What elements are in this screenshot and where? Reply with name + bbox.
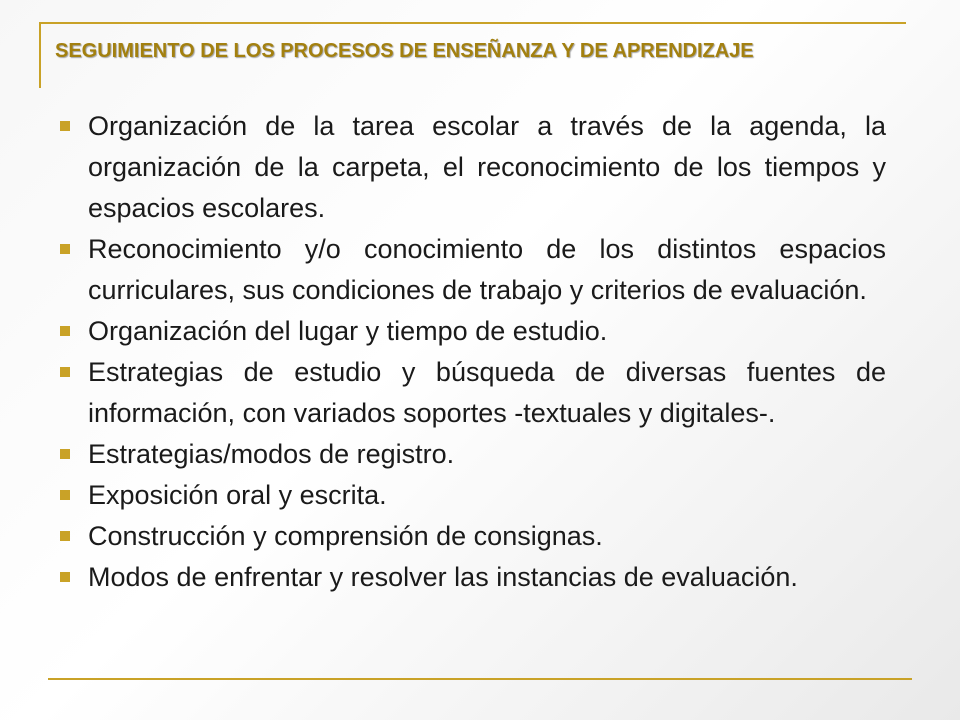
list-item xyxy=(58,229,886,311)
square-bullet-icon xyxy=(60,490,70,500)
list-item-text: Exposición oral y escrita. xyxy=(88,480,387,510)
list-item xyxy=(58,434,886,475)
square-bullet-icon xyxy=(60,531,70,541)
square-bullet-icon xyxy=(60,326,70,336)
square-bullet-icon xyxy=(60,449,70,459)
list-item-text: Estrategias de estudio y búsqueda de diversas fuentes de información, con variados soportes -textuales y digitales-. xyxy=(88,357,886,428)
list-item-text: Organización de la tarea escolar a través de la agenda, la organización de la carpeta, el reconocimiento de los tiempos y espacios escolares. xyxy=(88,111,886,223)
square-bullet-icon xyxy=(60,367,70,377)
list-item xyxy=(58,557,886,598)
list-item xyxy=(58,516,886,557)
top-border-line xyxy=(40,22,906,24)
list-item xyxy=(58,311,886,352)
slide-title: SEGUIMIENTO DE LOS PROCESOS DE ENSEÑANZA Y DE APRENDIZAJE xyxy=(55,40,754,62)
list-item-text: Reconocimiento y/o conocimiento de los distintos espacios curriculares, sus condiciones de trabajo y criterios de evaluación. xyxy=(88,234,886,305)
square-bullet-icon xyxy=(60,572,70,582)
bottom-border-line xyxy=(48,678,912,680)
list-item-text: Modos de enfrentar y resolver las instancias de evaluación. xyxy=(88,562,798,592)
list-item-text: Organización del lugar y tiempo de estudio. xyxy=(88,316,608,346)
bullet-list xyxy=(58,106,886,598)
list-item xyxy=(58,106,886,229)
list-item xyxy=(58,352,886,434)
list-item-text: Estrategias/modos de registro. xyxy=(88,439,455,469)
square-bullet-icon xyxy=(60,121,70,131)
square-bullet-icon xyxy=(60,244,70,254)
list-item xyxy=(58,475,886,516)
left-border-line xyxy=(39,22,41,88)
list-item-text: Construcción y comprensión de consignas. xyxy=(88,521,603,551)
